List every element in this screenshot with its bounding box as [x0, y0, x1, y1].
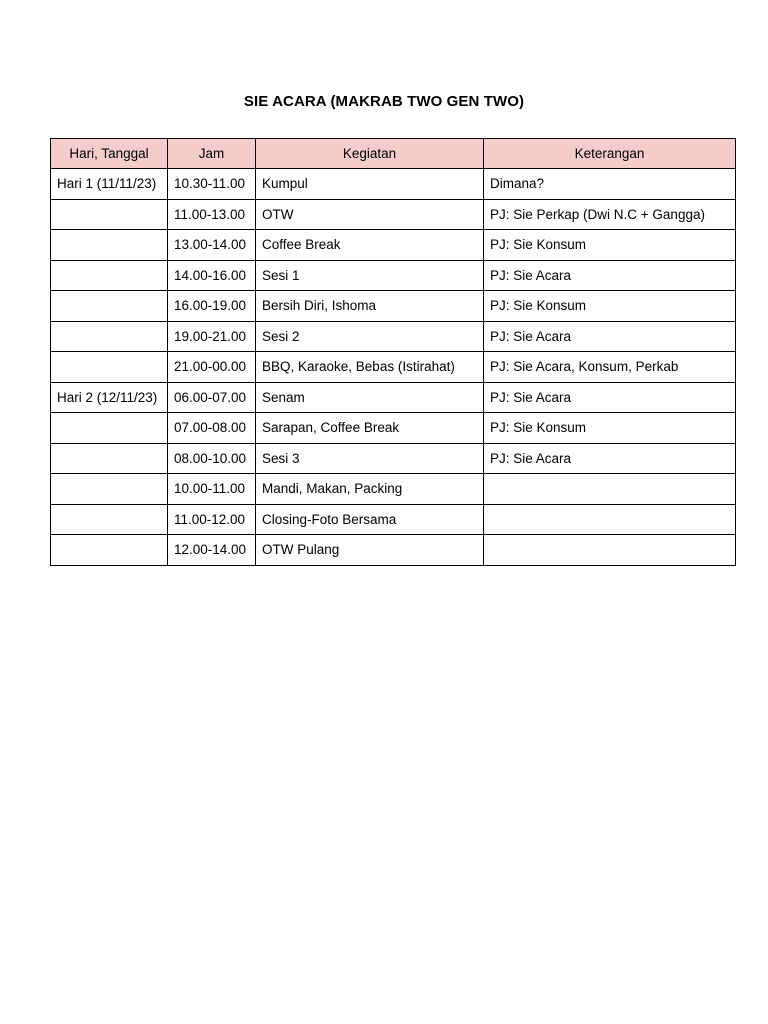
cell-time: 21.00-00.00 [168, 352, 256, 383]
cell-time: 08.00-10.00 [168, 443, 256, 474]
table-row [51, 413, 736, 444]
table-row [51, 504, 736, 535]
cell-note: PJ: Sie Konsum [484, 413, 736, 444]
cell-time: 12.00-14.00 [168, 535, 256, 566]
cell-activity: Senam [256, 382, 484, 413]
cell-activity: Sesi 3 [256, 443, 484, 474]
column-header-time: Jam [168, 139, 256, 169]
table-row [51, 169, 736, 200]
cell-time: 06.00-07.00 [168, 382, 256, 413]
table-row [51, 260, 736, 291]
cell-day [51, 474, 168, 505]
cell-activity: BBQ, Karaoke, Bebas (Istirahat) [256, 352, 484, 383]
table-row [51, 474, 736, 505]
table-row [51, 199, 736, 230]
table-header-row [51, 139, 736, 169]
table-row [51, 321, 736, 352]
cell-note [484, 474, 736, 505]
page-title: SIE ACARA (MAKRAB TWO GEN TWO) [243, 93, 525, 110]
table-row [51, 382, 736, 413]
cell-activity: Sesi 1 [256, 260, 484, 291]
cell-time: 16.00-19.00 [168, 291, 256, 322]
cell-note: PJ: Sie Acara [484, 382, 736, 413]
cell-day [51, 321, 168, 352]
cell-day [51, 413, 168, 444]
cell-day [51, 260, 168, 291]
cell-day: Hari 1 (11/11/23) [51, 169, 168, 200]
table-row [51, 291, 736, 322]
table-row [51, 443, 736, 474]
cell-note: PJ: Sie Acara [484, 321, 736, 352]
column-header-activity: Kegiatan [256, 139, 484, 169]
cell-activity: OTW Pulang [256, 535, 484, 566]
cell-activity: Mandi, Makan, Packing [256, 474, 484, 505]
cell-note: Dimana? [484, 169, 736, 200]
column-header-note: Keterangan [484, 139, 736, 169]
cell-activity: OTW [256, 199, 484, 230]
cell-activity: Bersih Diri, Ishoma [256, 291, 484, 322]
cell-note: PJ: Sie Konsum [484, 291, 736, 322]
cell-time: 07.00-08.00 [168, 413, 256, 444]
cell-day [51, 230, 168, 261]
cell-day [51, 199, 168, 230]
cell-time: 14.00-16.00 [168, 260, 256, 291]
cell-day: Hari 2 (12/11/23) [51, 382, 168, 413]
cell-note: PJ: Sie Acara, Konsum, Perkab [484, 352, 736, 383]
cell-day [51, 504, 168, 535]
cell-activity: Coffee Break [256, 230, 484, 261]
cell-activity: Sarapan, Coffee Break [256, 413, 484, 444]
cell-time: 13.00-14.00 [168, 230, 256, 261]
cell-day [51, 535, 168, 566]
cell-time: 10.30-11.00 [168, 169, 256, 200]
cell-note [484, 535, 736, 566]
cell-note: PJ: Sie Acara [484, 260, 736, 291]
cell-activity: Closing-Foto Bersama [256, 504, 484, 535]
cell-day [51, 443, 168, 474]
table-row [51, 230, 736, 261]
table-row [51, 535, 736, 566]
column-header-day: Hari, Tanggal [51, 139, 168, 169]
cell-day [51, 352, 168, 383]
schedule-table [50, 138, 736, 566]
cell-note: PJ: Sie Konsum [484, 230, 736, 261]
cell-activity: Sesi 2 [256, 321, 484, 352]
cell-note: PJ: Sie Perkap (Dwi N.C + Gangga) [484, 199, 736, 230]
cell-note [484, 504, 736, 535]
cell-time: 10.00-11.00 [168, 474, 256, 505]
cell-note: PJ: Sie Acara [484, 443, 736, 474]
cell-time: 11.00-13.00 [168, 199, 256, 230]
table-row [51, 352, 736, 383]
cell-day [51, 291, 168, 322]
cell-activity: Kumpul [256, 169, 484, 200]
cell-time: 19.00-21.00 [168, 321, 256, 352]
cell-time: 11.00-12.00 [168, 504, 256, 535]
